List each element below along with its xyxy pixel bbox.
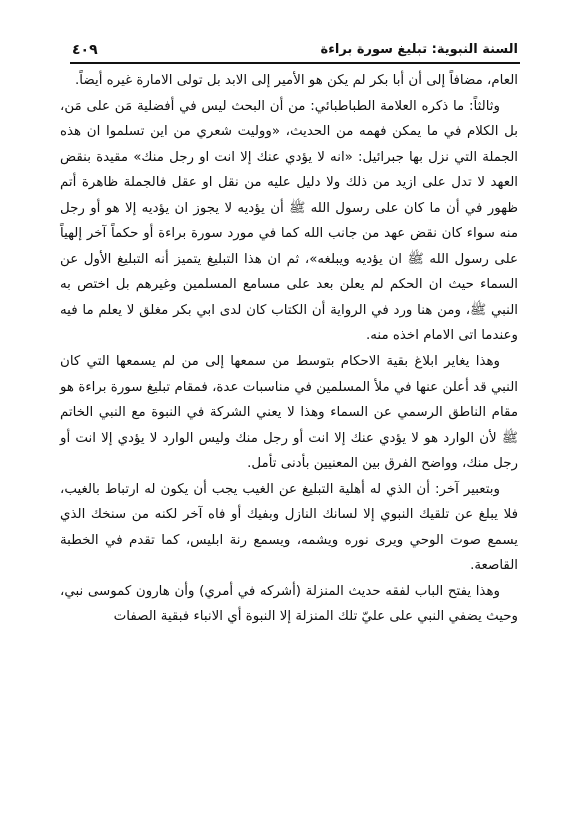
body-text — [60, 68, 518, 630]
paragraph-4: وبتعبير آخر: أن الذي له أهلية التبليغ عن الغيب يجب أن يكون له ارتباط بالغيب، فلا يبلغ عن تلقيك النبوي إلا لسانك النازل وبفيك أو فاه آخر لكنه من سنخك الذي يسمع صوت الوحي ويرى نوره ويشمه، ويسمع رنة ابليس، كما تقدم في الخطبة القاصعة. — [60, 481, 518, 574]
header-rule — [70, 62, 520, 64]
paragraph-1: العام، مضافاً إلى أن أبا بكر لم يكن هو الأمير إلى الابد بل تولى الامارة غيره أيضاً. — [75, 73, 518, 88]
page-number: ٤٠٩ — [72, 42, 98, 58]
header-title: السنة النبوية: تبليغ سورة براءة — [320, 42, 518, 57]
paragraph-3: وهذا يغاير ابلاغ بقية الاحكام بتوسط من سمعها إلى من لم يسمعها التي كان النبي قد أعلن عنها في ملأ المسلمين في مناسبات عدة، فمقام تبليغ سورة براءة هو مقام الناطق الرسمي عن السماء وهذا لا يعني الشركة في النبوة مع النبي الخاتم ﷺ لأن الوارد هو لا يؤدي عنك إلا انت أو رجل منك وليس الوارد لا يؤدي إلا انت أو رجل منك، وواضح الفرق بين المعنيين بأدنى تأمل. — [60, 354, 518, 472]
paragraph-2: وثالثاً: ما ذكره العلامة الطباطبائي: من أن البحث ليس في أفضلية مَن على مَن، بل الكلام في ما يمكن فهمه من الحديث، «ووليت شعري من اين تسلموا ان هذه الجملة التي نزل بها جبرائيل: «انه لا يؤدي عنك إلا انت او رجل منك» مقيدة بنقض العهد لا تدل على ازيد من ذلك ولا دليل عليه من نقل او عقل فالجملة ظاهرة أتم ظهور في أن ما كان على رسول الله ﷺ أن يؤديه لا يجوز ان يؤديه إلا هو أو رجل منه سواء كان نقض عهد من جانب الله كما في مورد سورة براءة أو حكماً آخر إلهياً على رسول الله ﷺ ان يؤديه ويبلغه»، ثم ان هذا التبليغ يتميز أنه التبليغ الأول عن السماء حيث ان الحكم لم يعلن بعد على مسامع المسلمين وغيرهم بل اختص به النبي ﷺ، ومن هنا ورد في الرواية أن الكتاب كان لدى ابي بكر مغلق لا يعلم ما فيه وعندما اتى الامام اخذه منه. — [60, 98, 518, 344]
paragraph-5: وهذا يفتح الباب لفقه حديث المنزلة (أشركه في أمري) وأن هارون كموسى نبي، وحيث يضفي النبي على عليّ تلك المنزلة إلا النبوة أي الانباء فبقية الصفات — [60, 583, 518, 625]
running-header — [72, 30, 518, 60]
